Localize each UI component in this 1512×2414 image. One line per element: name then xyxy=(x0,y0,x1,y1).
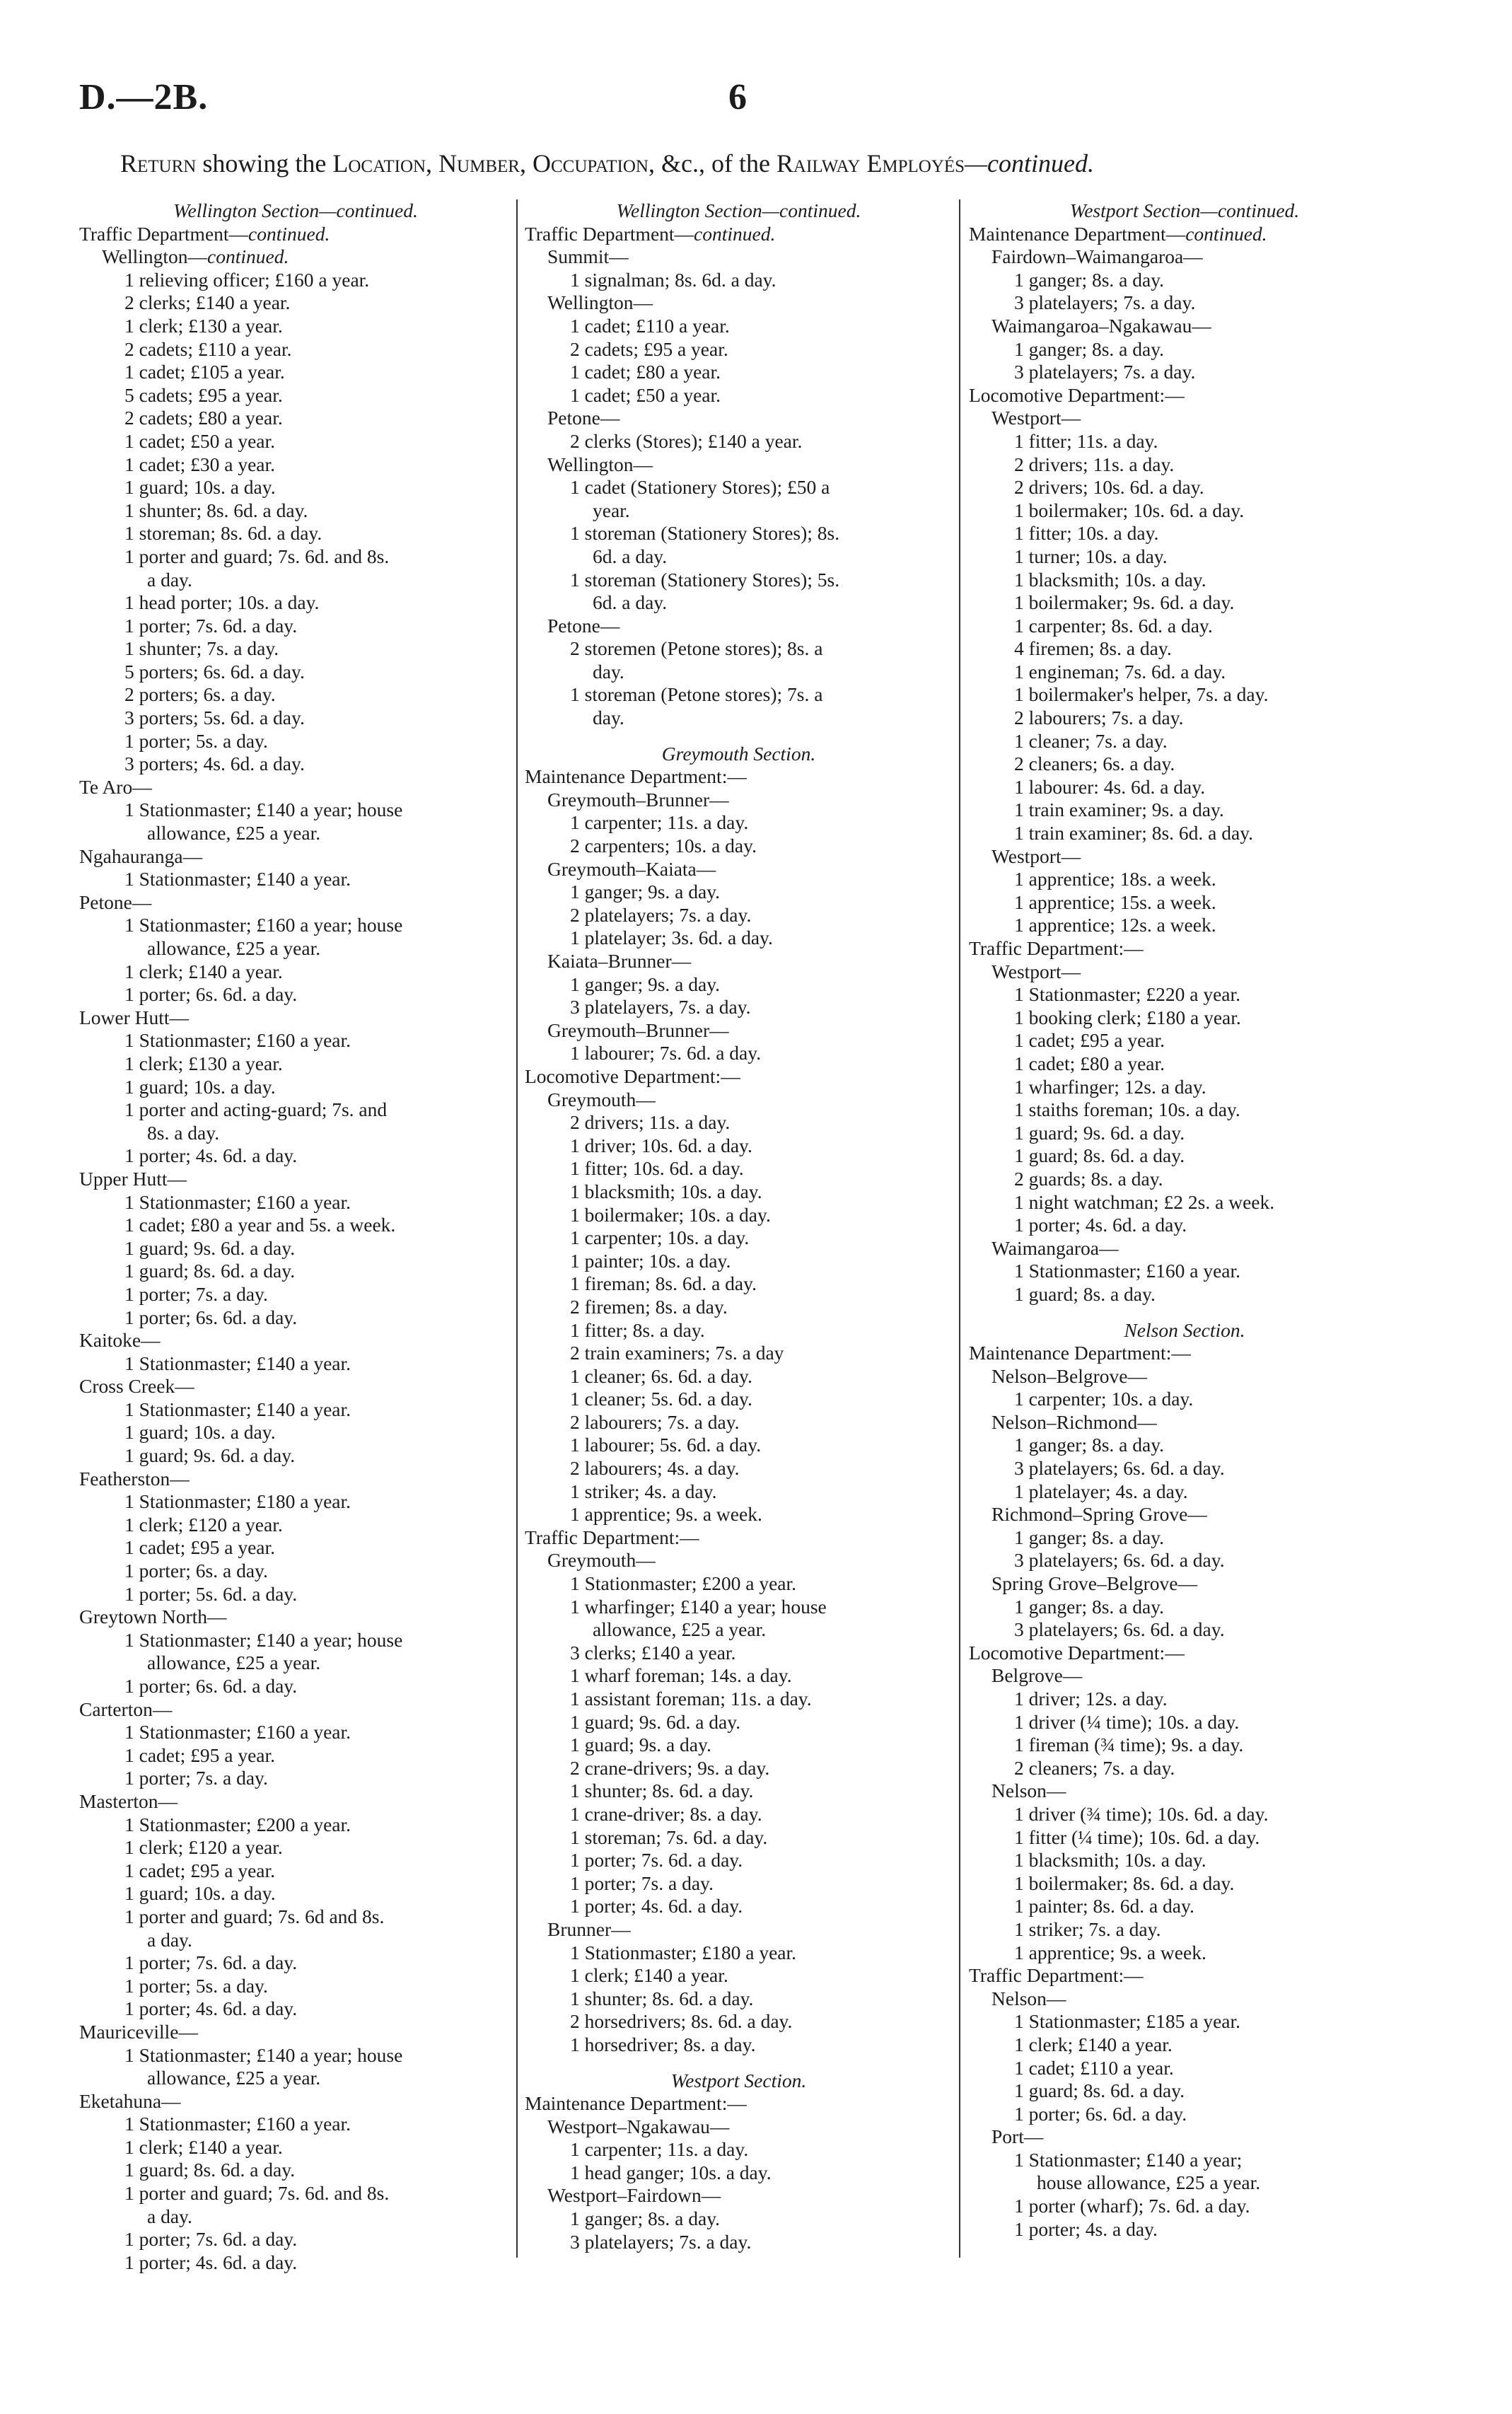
entry-line: 2 drivers; 11s. a day. xyxy=(1014,453,1175,475)
entry-line: 1 guard; 9s. 6d. a day. xyxy=(124,1444,296,1467)
entry-line: 1 carpenter; 10s. a day. xyxy=(570,1226,750,1249)
entry-line: Carterton— xyxy=(79,1698,173,1720)
entry-line: 1 platelayer; 3s. 6d. a day. xyxy=(570,927,773,949)
entry-line: a day. xyxy=(147,2205,192,2227)
entry-line: 1 guard; 8s. 6d. a day. xyxy=(124,1260,296,1282)
entry-line xyxy=(969,223,1400,246)
entry-line: 1 fitter; 11s. a day. xyxy=(1014,429,1158,452)
continued-marker: continued. xyxy=(248,222,330,245)
heading-text: Wellington— xyxy=(102,245,208,268)
entry-line: 1 porter and guard; 7s. 6d. and 8s. xyxy=(124,545,390,567)
entry-line: 1 Stationmaster; £200 a year. xyxy=(570,1572,796,1595)
entry-line: 1 porter and acting-guard; 7s. and xyxy=(124,1098,388,1121)
entry-line: allowance, £25 a year. xyxy=(147,822,321,845)
entry-line: 1 cadet; £80 a year and 5s. a week. xyxy=(124,1214,396,1236)
entry-line: Westport— xyxy=(991,407,1081,429)
entry-line: Locomotive Department:— xyxy=(969,1641,1185,1664)
entry-line: 1 Stationmaster; £160 a year. xyxy=(124,1721,351,1743)
entry-line: Maintenance Department:— xyxy=(969,1342,1191,1364)
entry-line: 1 ganger; 8s. a day. xyxy=(1014,1595,1165,1618)
entry-line: 2 porters; 6s. a day. xyxy=(124,683,276,706)
entry-line: Masterton— xyxy=(79,1789,178,1812)
entry-line: 1 clerk; £130 a year. xyxy=(124,314,283,337)
entry-line: 1 head ganger; 10s. a day. xyxy=(570,2161,772,2183)
entry-line: 1 fitter; 10s. 6d. a day. xyxy=(570,1157,744,1180)
entry-line: 1 train examiner; 8s. 6d. a day. xyxy=(1014,822,1254,845)
entry-line: 1 Stationmaster; £180 a year. xyxy=(124,1490,351,1513)
entry-line: 1 cadet; £105 a year. xyxy=(124,361,285,383)
entry-line: 1 apprentice; 15s. a week. xyxy=(1014,890,1216,913)
entry-line: Fairdown–Waimangaroa— xyxy=(991,245,1203,268)
entry-line: day. xyxy=(593,707,624,729)
column-right xyxy=(969,199,1400,2241)
entry-line: 1 cadet; £95 a year. xyxy=(124,1859,276,1881)
entry-line: 1 cadet; £95 a year. xyxy=(124,1536,276,1559)
entry-line: Cross Creek— xyxy=(79,1375,194,1398)
entry-line: 1 porter; 5s. 6d. a day. xyxy=(124,1582,298,1605)
entry-line: 1 fireman (¾ time); 9s. a day. xyxy=(1014,1734,1244,1756)
entry-line: 2 crane-drivers; 9s. a day. xyxy=(570,1756,770,1779)
entry-line: 1 guard; 10s. a day. xyxy=(124,1075,276,1098)
entry-line: 1 carpenter; 10s. a day. xyxy=(1014,1388,1194,1410)
entry-line: 1 head porter; 10s. a day. xyxy=(124,591,320,614)
entry-line: 1 blacksmith; 10s. a day. xyxy=(1014,1849,1206,1872)
entry-line: 2 platelayers; 7s. a day. xyxy=(570,903,752,926)
title-word-number: Number, xyxy=(438,149,526,178)
entry-line: 1 cadet; £95 a year. xyxy=(124,1743,276,1766)
entry-line: Eketahuna— xyxy=(79,2089,181,2112)
entry-line: 1 ganger; 8s. a day. xyxy=(1014,268,1165,291)
entry-line: house allowance, £25 a year. xyxy=(1037,2171,1261,2194)
entry-line: 1 striker; 4s. a day. xyxy=(570,1480,717,1502)
entry-line: 1 carpenter; 11s. a day. xyxy=(570,811,749,834)
entry-line: 2 storemen (Petone stores); 8s. a xyxy=(570,637,823,660)
entry-line: 5 cadets; £95 a year. xyxy=(124,383,283,406)
entry-line: 1 porter; 4s. 6d. a day. xyxy=(1014,1214,1187,1236)
entry-line: 1 porter; 5s. a day. xyxy=(124,729,268,752)
entry-line: 1 guard; 9s. 6d. a day. xyxy=(1014,1121,1185,1144)
entry-line: 2 drivers; 10s. 6d. a day. xyxy=(1014,476,1204,499)
entry-line: 1 guard; 9s. a day. xyxy=(570,1734,711,1756)
entry-line: Wellington— xyxy=(547,453,653,475)
entry-line: 1 apprentice; 9s. a week. xyxy=(1014,1941,1206,1963)
entry-line: 1 apprentice; 18s. a week. xyxy=(1014,868,1216,890)
entry-line: 1 storeman; 7s. 6d. a day. xyxy=(570,1826,768,1848)
entry-line: 2 guards; 8s. a day. xyxy=(1014,1167,1163,1190)
entry-line: 2 labourers; 7s. a day. xyxy=(570,1410,740,1433)
entry-line: Westport— xyxy=(991,960,1081,982)
entry-line: 1 painter; 10s. a day. xyxy=(570,1249,731,1272)
entry-line: 1 ganger; 8s. a day. xyxy=(1014,1434,1165,1456)
title-word-location: Location, xyxy=(332,149,433,178)
entry-line: 1 Stationmaster; £160 a year. xyxy=(124,2113,351,2135)
entry-line: 6d. a day. xyxy=(593,591,668,614)
entry-line: 1 boilermaker; 9s. 6d. a day. xyxy=(1014,591,1235,614)
entry-line: 1 booking clerk; £180 a year. xyxy=(1014,1006,1241,1028)
entry-line: 2 cleaners; 6s. a day. xyxy=(1014,753,1175,775)
entry-line: Upper Hutt— xyxy=(79,1167,187,1190)
entry-line: Maintenance Department:— xyxy=(525,2092,747,2115)
section-heading: Wellington Section—continued. xyxy=(173,199,418,221)
entry-line: 1 shunter; 8s. 6d. a day. xyxy=(570,1780,754,1802)
section-spacer xyxy=(525,730,953,743)
entry-line: 2 cadets; £80 a year. xyxy=(124,407,283,429)
entry-line: 1 assistant foreman; 11s. a day. xyxy=(570,1688,812,1710)
entry-line: 1 driver; 12s. a day. xyxy=(1014,1688,1168,1710)
entry-line: Traffic Department:— xyxy=(525,1526,699,1548)
entry-line: 1 porter; 6s. 6d. a day. xyxy=(124,1675,298,1697)
entry-line: Westport–Ngakawau— xyxy=(547,2115,730,2137)
entry-line: 1 signalman; 8s. 6d. a day. xyxy=(570,268,777,291)
entry-line: 1 turner; 10s. a day. xyxy=(1014,545,1168,567)
entry-line: 4 firemen; 8s. a day. xyxy=(1014,637,1172,660)
entry-line: Greymouth–Brunner— xyxy=(547,788,729,811)
entry-line: 1 painter; 8s. 6d. a day. xyxy=(1014,1895,1194,1917)
entry-line: Brunner— xyxy=(547,1917,631,1940)
entry-line: 1 blacksmith; 10s. a day. xyxy=(1014,568,1206,591)
entry-line: Kaiata–Brunner— xyxy=(547,950,692,972)
entry-line: Waimangaroa— xyxy=(991,1236,1119,1259)
entry-line: year. xyxy=(593,499,630,521)
entry-line xyxy=(79,245,512,269)
entry-line: 1 Stationmaster; £185 a year. xyxy=(1014,2010,1240,2033)
entry-line: allowance, £25 a year. xyxy=(147,1652,321,1674)
entry-line: 1 porter; 7s. a day. xyxy=(124,1767,268,1789)
entry-line: 1 shunter; 8s. 6d. a day. xyxy=(570,1987,754,2009)
entry-line: 1 boilermaker's helper, 7s. a day. xyxy=(1014,683,1269,706)
section-heading: Wellington Section—continued. xyxy=(616,199,861,221)
heading-text: Maintenance Department— xyxy=(969,222,1186,245)
entry-line: 1 relieving officer; £160 a year. xyxy=(124,268,370,291)
entry-line: 1 cadet; £50 a year. xyxy=(124,429,276,452)
page-number: 6 xyxy=(728,77,747,117)
heading-text: Traffic Department— xyxy=(525,222,694,245)
entry-line: 3 porters; 4s. 6d. a day. xyxy=(124,753,305,775)
entry-line: Greymouth— xyxy=(547,1088,656,1110)
column-divider xyxy=(516,199,518,2258)
entry-line: 1 carpenter; 11s. a day. xyxy=(570,2138,749,2161)
entry-line: 1 porter; 6s. 6d. a day. xyxy=(124,983,298,1006)
entry-line: 1 ganger; 9s. a day. xyxy=(570,881,721,903)
column-divider xyxy=(959,199,960,2258)
entry-line: 1 platelayer; 4s. a day. xyxy=(1014,1480,1188,1502)
entry-line: 1 porter; 7s. 6d. a day. xyxy=(124,2228,298,2251)
entry-line: Greymouth–Brunner— xyxy=(547,1019,729,1041)
entry-line: 1 porter; 4s. 6d. a day. xyxy=(570,1895,743,1917)
entry-line: 1 apprentice; 12s. a week. xyxy=(1014,914,1216,936)
title-text xyxy=(432,149,438,178)
entry-line: 1 wharfinger; 12s. a day. xyxy=(1014,1075,1206,1098)
entry-line: 2 cleaners; 7s. a day. xyxy=(1014,1756,1175,1779)
entry-line: 1 Stationmaster; £140 a year; house xyxy=(124,2043,403,2066)
entry-line: 3 platelayers; 6s. 6d. a day. xyxy=(1014,1549,1225,1572)
entry-line: 1 Stationmaster; £160 a year. xyxy=(124,1190,351,1213)
section-heading: Westport Section—continued. xyxy=(1069,199,1300,221)
entry-line: 1 porter; 6s. a day. xyxy=(124,1560,268,1582)
entry-line: Richmond–Spring Grove— xyxy=(991,1503,1207,1526)
entry-line: 2 clerks (Stores); £140 a year. xyxy=(570,429,803,452)
entry-line: Spring Grove–Belgrove— xyxy=(991,1572,1197,1595)
entry-line: 1 guard; 8s. a day. xyxy=(1014,1282,1156,1305)
entry-line: 1 porter (wharf); 7s. 6d. a day. xyxy=(1014,2195,1250,2217)
entry-line: 1 Stationmaster; £140 a year; house xyxy=(124,1628,403,1651)
entry-line: 1 cadet; £110 a year. xyxy=(570,314,730,337)
entry-line: Traffic Department:— xyxy=(969,937,1144,959)
entry-line: 2 firemen; 8s. a day. xyxy=(570,1295,728,1318)
entry-line: Greymouth–Kaiata— xyxy=(547,857,716,880)
entry-line: 3 platelayers; 6s. 6d. a day. xyxy=(1014,1457,1225,1480)
entry-line: 1 clerk; £120 a year. xyxy=(124,1513,283,1536)
entry-line: Mauriceville— xyxy=(79,2020,198,2043)
entry-line: 1 driver; 10s. 6d. a day. xyxy=(570,1134,752,1156)
entry-line: Featherston— xyxy=(79,1467,190,1490)
entry-line: day. xyxy=(593,660,624,683)
section-spacer xyxy=(525,2057,953,2070)
entry-line: 3 platelayers; 7s. a day. xyxy=(1014,361,1196,383)
entry-line: 1 train examiner; 9s. a day. xyxy=(1014,799,1224,821)
entry-line: 3 platelayers; 6s. 6d. a day. xyxy=(1014,1618,1225,1641)
entry-line: 1 clerk; £130 a year. xyxy=(124,1052,283,1074)
entry-line: 3 platelayers, 7s. a day. xyxy=(570,996,751,1019)
entry-line: 1 clerk; £140 a year. xyxy=(570,1964,728,1987)
entry-line: 1 ganger; 9s. a day. xyxy=(570,973,721,995)
continued-marker: continued. xyxy=(207,245,289,268)
entry-line: 1 fitter; 8s. a day. xyxy=(570,1318,705,1341)
entry-line: 1 porter and guard; 7s. 6d. and 8s. xyxy=(124,2182,390,2205)
title-word-occupation: Occupation, xyxy=(532,149,655,178)
entry-line: 1 shunter; 8s. 6d. a day. xyxy=(124,499,308,521)
entry-line: 1 Stationmaster; £200 a year. xyxy=(124,1813,351,1835)
entry-line: 2 drivers; 11s. a day. xyxy=(570,1111,731,1134)
entry-line: 1 porter; 7s. a day. xyxy=(124,1282,268,1305)
entry-line: 1 storeman (Stationery Stores); 8s. xyxy=(570,522,840,545)
entry-line: 1 Stationmaster; £160 a year. xyxy=(124,1029,351,1052)
section-heading: Greymouth Section. xyxy=(661,742,816,765)
entry-line: Locomotive Department:— xyxy=(525,1064,740,1087)
entry-line: Greymouth— xyxy=(547,1549,656,1572)
entry-line: 1 blacksmith; 10s. a day. xyxy=(570,1180,762,1202)
entry-line: Traffic Department:— xyxy=(969,1964,1144,1987)
entry-line: 1 driver (¾ time); 10s. 6d. a day. xyxy=(1014,1802,1269,1825)
entry-line: 1 cleaner; 7s. a day. xyxy=(1014,729,1168,752)
entry-line: 1 wharfinger; £140 a year; house xyxy=(570,1595,827,1618)
entry-line: Summit— xyxy=(547,245,629,268)
entry-line: Maintenance Department:— xyxy=(525,765,747,788)
entry-line: 1 Stationmaster; £220 a year. xyxy=(1014,983,1240,1006)
entry-line: 1 driver (¼ time); 10s. a day. xyxy=(1014,1710,1240,1733)
title-text: showing the xyxy=(196,149,333,178)
entry-line xyxy=(79,223,512,246)
entry-line: 1 Stationmaster; £140 a year. xyxy=(124,1352,351,1374)
entry-line: 1 labourer; 7s. 6d. a day. xyxy=(570,1042,762,1064)
entry-line: 3 clerks; £140 a year. xyxy=(570,1641,736,1664)
entry-line: 1 guard; 10s. a day. xyxy=(124,476,276,499)
entry-line: 1 cadet (Stationery Stores); £50 a xyxy=(570,476,830,499)
entry-line: Nelson–Richmond— xyxy=(991,1410,1157,1433)
entry-line: 1 porter; 4s. a day. xyxy=(1014,2217,1158,2240)
entry-line: 2 horsedrivers; 8s. 6d. a day. xyxy=(570,2010,793,2033)
entry-line: 1 clerk; £140 a year. xyxy=(124,2135,283,2158)
entry-line: 1 Stationmaster; £140 a year. xyxy=(124,868,351,890)
entry-line: 1 carpenter; 8s. 6d. a day. xyxy=(1014,614,1213,637)
title-continued: —continued. xyxy=(965,149,1095,178)
entry-line: 1 Stationmaster; £180 a year. xyxy=(570,1941,796,1963)
entry-line: 1 cleaner; 6s. 6d. a day. xyxy=(570,1364,752,1387)
entry-line: 1 guard; 9s. 6d. a day. xyxy=(124,1236,296,1259)
section-heading: Westport Section. xyxy=(670,2069,807,2091)
entry-line: 2 cadets; £95 a year. xyxy=(570,337,728,360)
entry-line: 1 night watchman; £2 2s. a week. xyxy=(1014,1190,1275,1213)
entry-line: allowance, £25 a year. xyxy=(593,1618,767,1641)
entry-line: Nelson–Belgrove— xyxy=(991,1364,1147,1387)
entry-line: 3 platelayers; 7s. a day. xyxy=(570,2230,752,2253)
entry-line: 1 clerk; £140 a year. xyxy=(124,960,283,982)
entry-line: Belgrove— xyxy=(991,1664,1083,1687)
entry-line: 1 cadet; £110 a year. xyxy=(1014,2056,1174,2079)
entry-line: 1 boilermaker; 10s. a day. xyxy=(570,1203,771,1226)
entry-line: 1 storeman (Stationery Stores); 5s. xyxy=(570,568,840,591)
section-heading: Nelson Section. xyxy=(1124,1318,1245,1341)
entry-line: 1 wharf foreman; 14s. a day. xyxy=(570,1664,792,1687)
entry-line: Petone— xyxy=(547,614,620,637)
entry-line: Te Aro— xyxy=(79,775,152,798)
entry-line: 1 Stationmaster; £140 a year. xyxy=(124,1398,351,1420)
column-middle xyxy=(525,199,953,2253)
entry-line: Port— xyxy=(991,2125,1044,2148)
entry-line: 1 guard; 8s. 6d. a day. xyxy=(1014,1144,1185,1167)
entry-line: 1 engineman; 7s. 6d. a day. xyxy=(1014,660,1226,683)
entry-line: a day. xyxy=(147,568,192,591)
entry-line: 1 Stationmaster; £160 a year; house xyxy=(124,914,403,936)
entry-line: 1 guard; 8s. 6d. a day. xyxy=(124,2159,296,2181)
entry-line: 1 porter; 4s. 6d. a day. xyxy=(124,1997,298,2020)
entry-line: 1 porter; 7s. 6d. a day. xyxy=(124,614,298,637)
entry-line: 1 guard; 10s. a day. xyxy=(124,1882,276,1905)
entry-line: a day. xyxy=(147,1928,192,1951)
entry-line: 1 clerk; £140 a year. xyxy=(1014,2033,1173,2055)
entry-line: 1 porter; 7s. 6d. a day. xyxy=(570,1849,743,1872)
entry-line: 1 boilermaker; 10s. 6d. a day. xyxy=(1014,499,1245,521)
entry-line: 1 boilermaker; 8s. 6d. a day. xyxy=(1014,1872,1235,1894)
title-word-railway-employes: Railway Employés xyxy=(776,149,965,178)
entry-line: 1 guard; 10s. a day. xyxy=(124,1421,276,1444)
title-text: &c., of the xyxy=(654,149,777,178)
entry-line: 1 cadet; £80 a year. xyxy=(1014,1052,1165,1074)
entry-line: 1 staiths foreman; 10s. a day. xyxy=(1014,1098,1240,1121)
entry-line: 1 Stationmaster; £140 a year; xyxy=(1014,2148,1243,2171)
entry-line: 1 clerk; £120 a year. xyxy=(124,1836,283,1859)
entry-line: 1 cadet; £50 a year. xyxy=(570,383,721,406)
entry-line: 1 storeman; 8s. 6d. a day. xyxy=(124,522,322,545)
entry-line: Ngahauranga— xyxy=(79,845,203,867)
entry-line: 1 porter; 4s. 6d. a day. xyxy=(124,1144,298,1167)
entry-line: Wellington— xyxy=(547,291,653,314)
document-code: D.—2B. xyxy=(79,77,209,117)
entry-line: 1 Stationmaster; £140 a year; house xyxy=(124,799,403,821)
entry-line: 3 platelayers; 7s. a day. xyxy=(1014,291,1196,314)
entry-line: allowance, £25 a year. xyxy=(147,2067,321,2089)
title-word-return: Return xyxy=(120,149,197,178)
heading-text: Traffic Department— xyxy=(79,222,249,245)
entry-line: Westport–Fairdown— xyxy=(547,2184,721,2207)
entry-line: 1 cleaner; 5s. 6d. a day. xyxy=(570,1388,752,1410)
continued-marker: continued. xyxy=(694,222,776,245)
entry-line: 1 guard; 9s. 6d. a day. xyxy=(570,1710,741,1733)
entry-line: 1 labourer; 5s. 6d. a day. xyxy=(570,1434,762,1456)
entry-line: Locomotive Department:— xyxy=(969,383,1185,406)
title-text xyxy=(526,149,533,178)
entry-line xyxy=(525,223,953,246)
entry-line: allowance, £25 a year. xyxy=(147,937,321,959)
entry-line: Nelson— xyxy=(991,1780,1066,1802)
entry-line: 1 porter; 7s. a day. xyxy=(570,1872,714,1894)
entry-line: Lower Hutt— xyxy=(79,1006,190,1028)
entry-line: 5 porters; 6s. 6d. a day. xyxy=(124,660,305,683)
entry-line: 1 ganger; 8s. a day. xyxy=(1014,1526,1165,1548)
entry-line: 1 porter; 6s. 6d. a day. xyxy=(1014,2102,1187,2125)
entry-line: 1 fireman; 8s. 6d. a day. xyxy=(570,1272,757,1295)
entry-line: 1 porter and guard; 7s. 6d and 8s. xyxy=(124,1905,385,1927)
entry-line: 1 cadet; £95 a year. xyxy=(1014,1029,1165,1052)
entry-line: 2 carpenters; 10s. a day. xyxy=(570,835,757,857)
entry-line: 1 porter; 6s. 6d. a day. xyxy=(124,1306,298,1328)
entry-line: 1 striker; 7s. a day. xyxy=(1014,1917,1161,1940)
entry-line: 2 cadets; £110 a year. xyxy=(124,337,292,360)
entry-line: 1 storeman (Petone stores); 7s. a xyxy=(570,683,823,706)
entry-line: 1 porter; 5s. a day. xyxy=(124,1974,268,1997)
entry-line: 1 Stationmaster; £160 a year. xyxy=(1014,1260,1240,1282)
entry-line: 1 guard; 8s. 6d. a day. xyxy=(1014,2079,1185,2102)
table-title xyxy=(120,149,1393,178)
entry-line: 2 labourers; 4s. a day. xyxy=(570,1457,740,1480)
entry-line: 3 porters; 5s. 6d. a day. xyxy=(124,707,305,729)
entry-line: Waimangaroa–Ngakawau— xyxy=(991,314,1211,337)
entry-line: Greytown North— xyxy=(79,1606,227,1628)
entry-line: 6d. a day. xyxy=(593,545,668,567)
column-left xyxy=(79,199,512,2274)
entry-line: 2 clerks; £140 a year. xyxy=(124,291,291,314)
entry-line: 1 shunter; 7s. a day. xyxy=(124,637,279,660)
entry-line: 1 ganger; 8s. a day. xyxy=(1014,337,1165,360)
entry-line: Kaitoke— xyxy=(79,1329,161,1352)
entry-line: 8s. a day. xyxy=(147,1121,220,1144)
entry-line: Nelson— xyxy=(991,1987,1066,2009)
entry-line: 1 porter; 4s. 6d. a day. xyxy=(124,2251,298,2273)
entry-line: 1 crane-driver; 8s. a day. xyxy=(570,1802,762,1825)
entry-line: 1 fitter; 10s. a day. xyxy=(1014,522,1159,545)
entry-line: 1 fitter (¼ time); 10s. 6d. a day. xyxy=(1014,1826,1260,1848)
section-spacer xyxy=(969,1306,1400,1319)
entry-line: Petone— xyxy=(79,890,152,913)
continued-marker: continued. xyxy=(1185,222,1267,245)
entry-line: 1 porter; 7s. 6d. a day. xyxy=(124,1951,298,1974)
entry-line: 1 apprentice; 9s. a week. xyxy=(570,1503,762,1526)
entry-line: 1 cadet; £30 a year. xyxy=(124,453,276,475)
entry-line: Westport— xyxy=(991,845,1081,867)
entry-line: 1 ganger; 8s. a day. xyxy=(570,2207,721,2230)
entry-line: 2 train examiners; 7s. a day xyxy=(570,1342,784,1364)
entry-line: 1 cadet; £80 a year. xyxy=(570,361,721,383)
entry-line: 1 labourer: 4s. 6d. a day. xyxy=(1014,775,1206,798)
entry-line: 2 labourers; 7s. a day. xyxy=(1014,707,1184,729)
entry-line: 1 horsedriver; 8s. a day. xyxy=(570,2033,756,2055)
entry-line: Petone— xyxy=(547,407,620,429)
